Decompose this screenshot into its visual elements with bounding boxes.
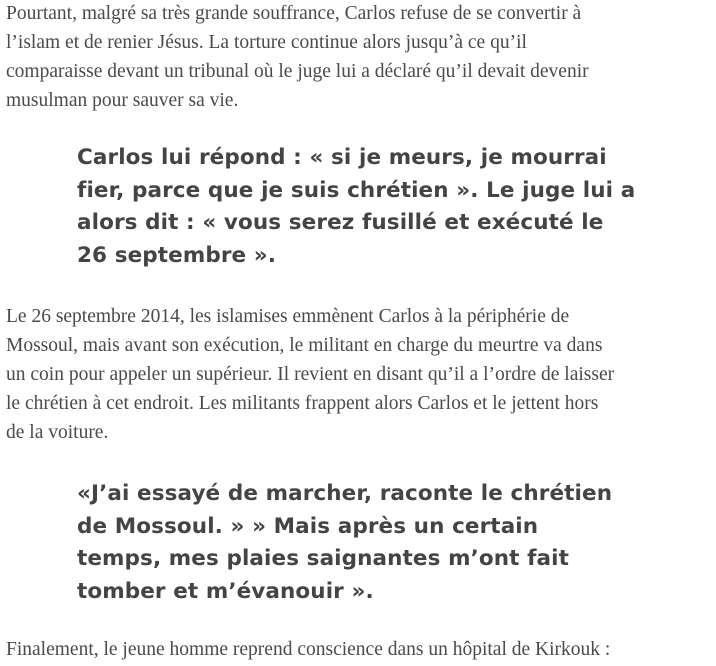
paragraph-line: Mossoul, mais avant son exécution, le militant en charge du meurtre va dans [6, 335, 603, 356]
quote-line: fier, parce que je suis chrétien ». Le juge lui a [77, 177, 636, 203]
paragraph-line: le chrétien à cet endroit. Les militants frappent alors Carlos et le jettent hors [6, 393, 599, 414]
paragraph-line: Finalement, le jeune homme reprend conscience dans un hôpital de Kirkouk : [6, 639, 611, 660]
paragraph-line: de la voiture. [6, 422, 109, 443]
paragraph-hospital [6, 635, 714, 664]
paragraph-line: l’islam et de renier Jésus. La torture continue alors jusqu’à ce qu’il [6, 32, 527, 53]
quote-line: tomber et m’évanouir ». [77, 578, 374, 604]
quote-line: Carlos lui répond : « si je meurs, je mourrai [77, 145, 607, 170]
quote-line: temps, mes plaies saignantes m’ont fait [77, 546, 570, 571]
paragraph-line: Le 26 septembre 2014, les islamises emmènent Carlos à la périphérie de [6, 306, 570, 327]
pull-quote-response [77, 142, 677, 272]
paragraph-line: comparaisse devant un tribunal où le juge lui a déclaré qu’il devait devenir [6, 61, 589, 82]
quote-line: 26 septembre ». [77, 242, 277, 268]
quote-line: de Mossoul. » » Mais après un certain [77, 513, 539, 539]
paragraph-execution [6, 302, 714, 447]
paragraph-line: Pourtant, malgré sa très grande souffrance, Carlos refuse de se convertir à [6, 3, 582, 24]
paragraph-line: musulman pour sauver sa vie. [6, 90, 239, 111]
quote-line: «J’ai essayé de marcher, raconte le chrétien [77, 481, 613, 506]
paragraph-torture [6, 0, 714, 115]
pull-quote-testimony [77, 478, 677, 608]
paragraph-line: un coin pour appeler un supérieur. Il revient en disant qu’il a l’ordre de laisser [6, 364, 615, 385]
quote-line: alors dit : « vous serez fusillé et exécuté le [77, 210, 604, 235]
